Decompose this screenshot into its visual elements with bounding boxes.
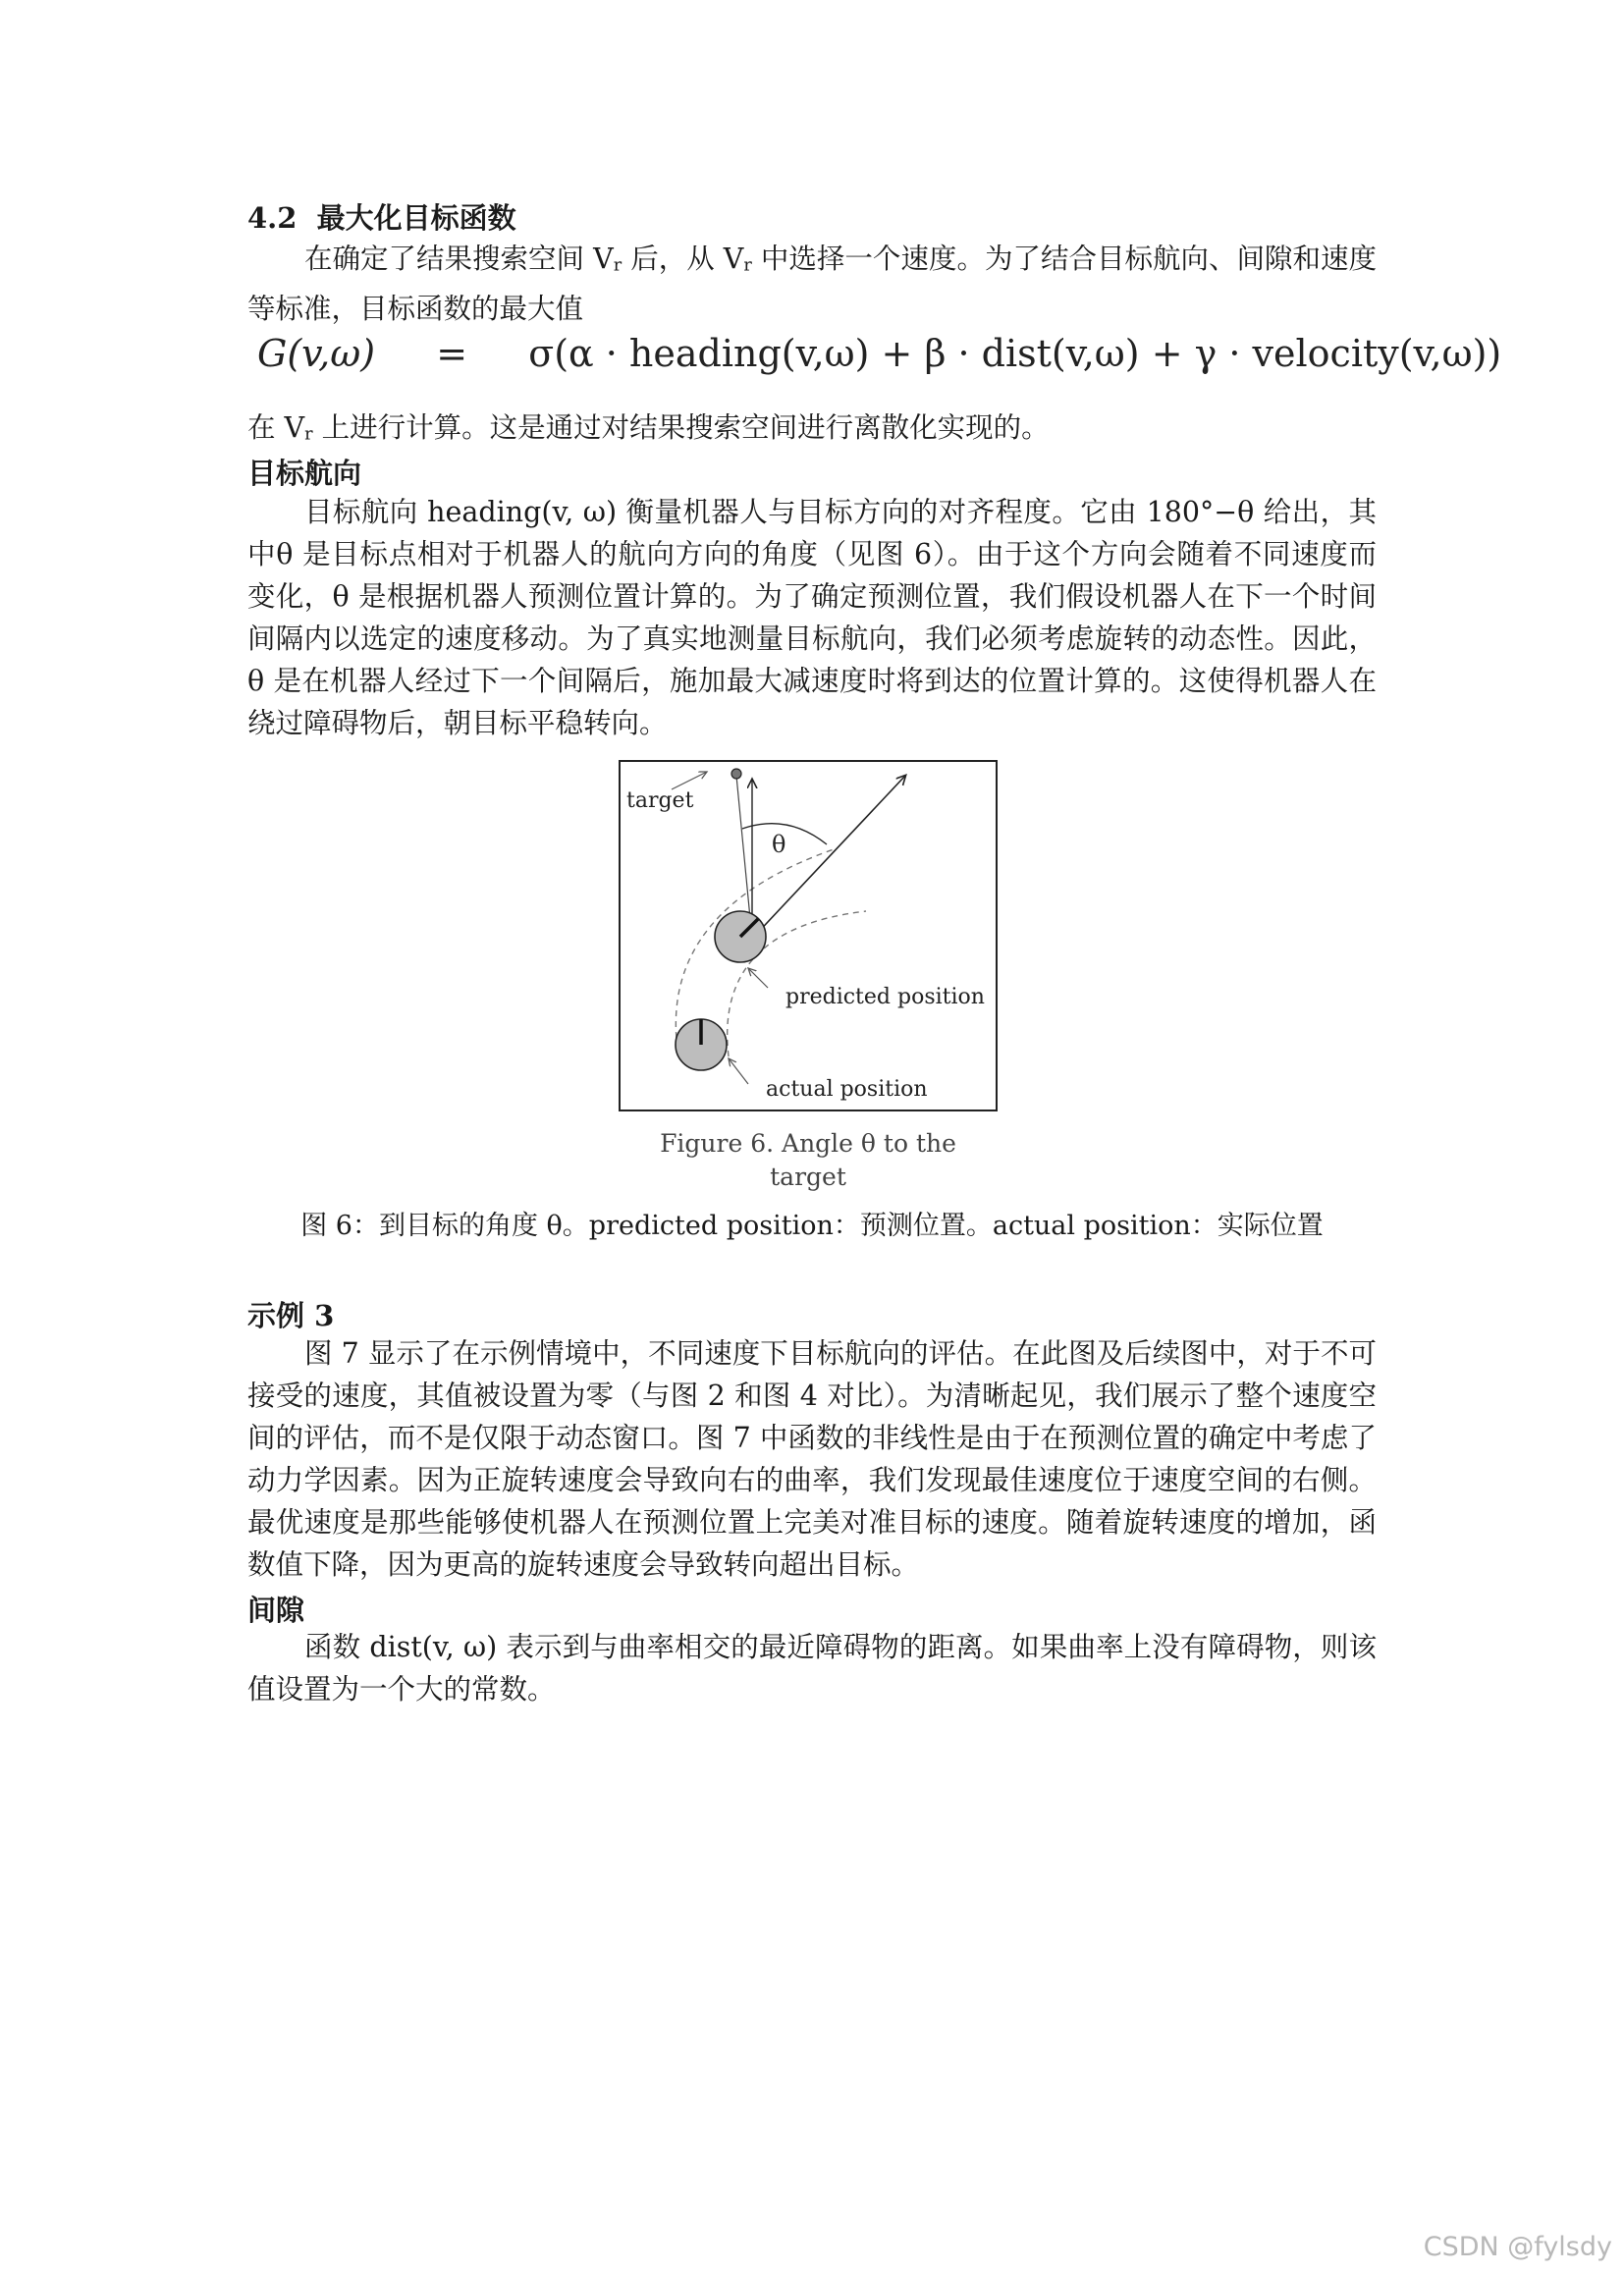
predicted-position-label: predicted position [785, 985, 985, 1009]
example-3-paragraph: 图 7 显示了在示例情境中，不同速度下目标航向的评估。在此图及后续图中，对于不可接受的速度，其值被设置为零（与图 2 和图 4 对比）。为清晰起见，我们展示了整个速度空间的评估，而不是仅限于动态窗口。图 7 中函数的非线性是由于在预测位置的确定中考虑了动力学因素。因为正旋转速度会导致向右的曲率，我们发现最佳速度位于速度空间的右侧。最优速度是那些能够使机器人在预测位置上完美对准目标的速度。随着旋转速度的增加，函数值下降，因为更高的旋转速度会导致转向超出目标。 [247, 1337, 1377, 1581]
objective-formula [257, 332, 1502, 391]
formula-rhs: σ(α · heading(v,ω) + β · dist(v,ω) + γ · velocity(v,ω)) [528, 332, 1502, 375]
figure-6 [619, 760, 998, 1111]
figure-6-drawing [621, 762, 996, 1110]
target-point [731, 769, 741, 779]
example-3-title: 示例 3 [247, 1299, 335, 1332]
actual-label-pointer [729, 1058, 748, 1084]
clearance-paragraph: 函数 dist(v, ω) 表示到与曲率相交的最近障碍物的距离。如果曲率上没有障碍物，则该值设置为一个大的常数。 [247, 1631, 1377, 1706]
csdn-watermark: CSDN @fylsdy [1423, 2232, 1612, 2262]
formula-lhs: G(v,ω) [257, 332, 376, 375]
theta-label: θ [772, 831, 786, 858]
intro-paragraph: 在确定了结果搜索空间 Vr 后，从 Vr 中选择一个速度。为了结合目标航向、间隙和速度等标准，目标函数的最大值 [247, 243, 1378, 325]
actual-position-label: actual position [766, 1077, 928, 1102]
heading-subsection-title: 目标航向 [247, 457, 362, 490]
target-label: target [626, 788, 694, 813]
heading-paragraph: 目标航向 heading(v, ω) 衡量机器人与目标方向的对齐程度。它由 180°−θ 给出，其中θ 是目标点相对于机器人的航向方向的角度（见图 6）。由于这个方向会随着不同速度而变化，θ 是根据机器人预测位置计算的。为了确定预测位置，我们假设机器人在下一个时间间隔内以选定的速度移动。为了真实地测量目标航向，我们必须考虑旋转的动态性。因此，θ 是在机器人经过下一个间隔后，施加最大减速度时将到达的位置计算的。这使得机器人在绕过障碍物后，朝目标平稳转向。 [247, 496, 1377, 739]
after-formula-text: 在 Vr 上进行计算。这是通过对结果搜索空间进行离散化实现的。 [247, 411, 1050, 445]
clearance-title: 间隙 [247, 1594, 305, 1627]
section-number: 4.2 [247, 201, 298, 235]
predicted-label-pointer [748, 968, 768, 988]
formula-eq: = [436, 332, 468, 375]
target-label-pointer [672, 772, 707, 789]
section-title: 最大化目标函数 [316, 201, 516, 235]
figure-6-caption-zh: 图 6：到目标的角度 θ。predicted position：预测位置。actual position：实际位置 [300, 1211, 1324, 1241]
figure-6-caption-en: Figure 6. Angle θ to the target [660, 1129, 956, 1191]
section-heading [247, 196, 516, 237]
